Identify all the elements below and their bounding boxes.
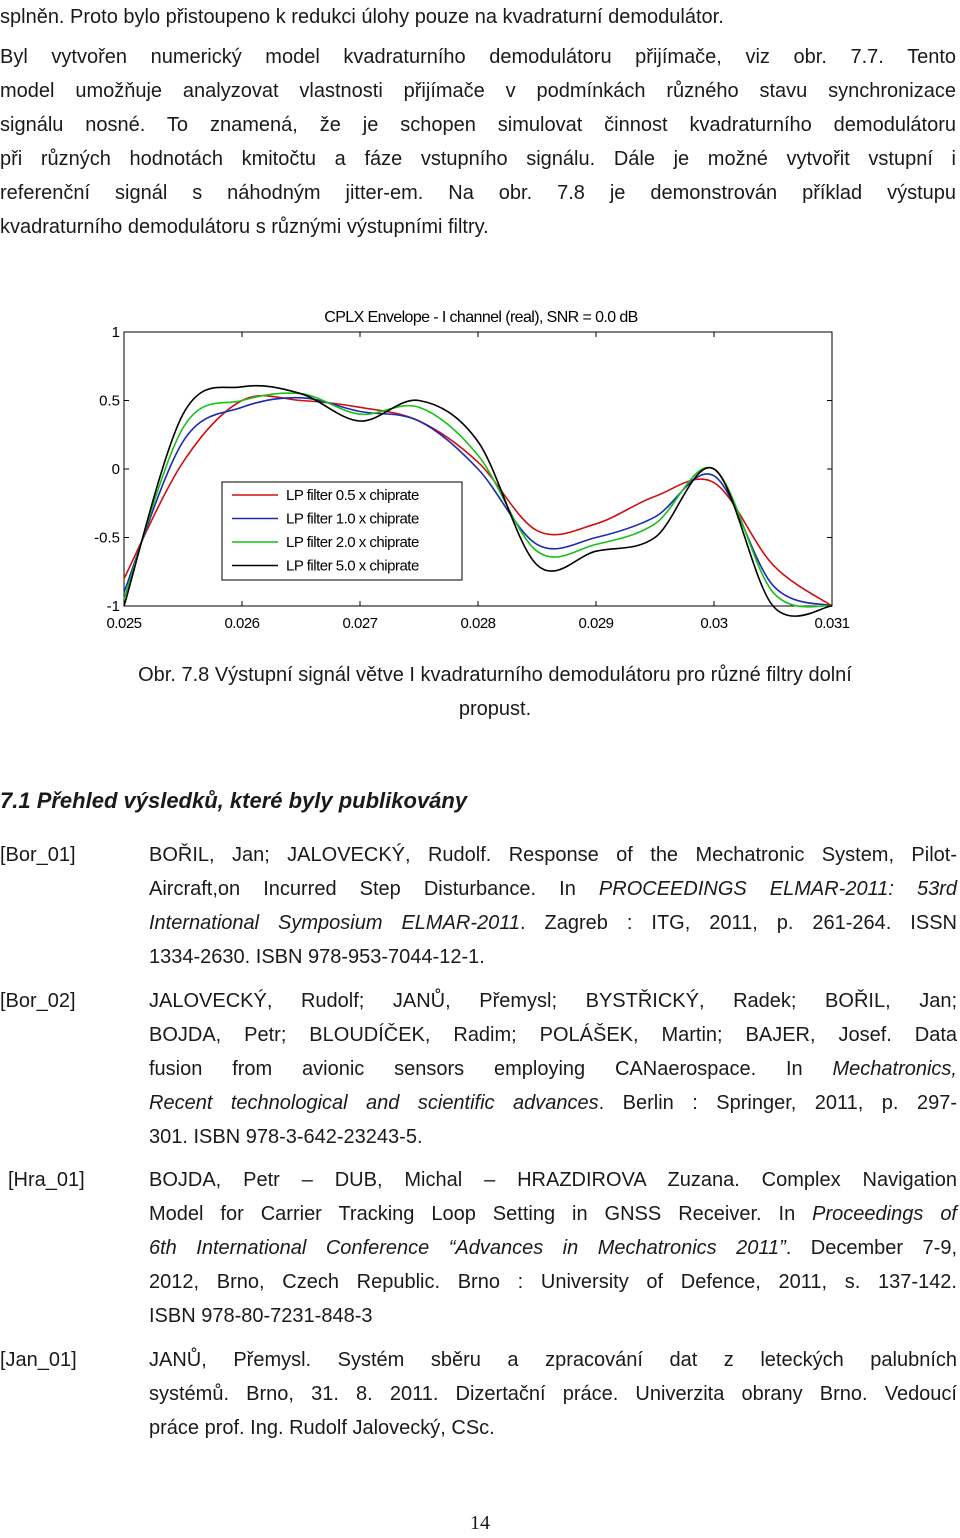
text-line: při různých hodnotách kmitočtu a fáze vstupního signálu. Dále je možné vytvořit vstupní i (0, 148, 956, 170)
figure-caption (80, 658, 910, 726)
y-tick-label: -1 (106, 598, 120, 615)
x-tick-label: 0.028 (460, 615, 496, 632)
text-line: signálu nosné. To znamená, že je schopen simulovat činnost kvadraturního demodulátoru (0, 114, 956, 136)
chart-svg (94, 296, 864, 640)
text-line: 2012, Brno, Czech Republic. Brno : University of Defence, 2011, s. 137-142. (149, 1271, 957, 1293)
reference-key: [Bor_01] (0, 844, 76, 866)
text-line: splněn. Proto bylo přistoupeno k redukci úlohy pouze na kvadraturní demodulátor. (0, 6, 724, 28)
reference-entry (0, 984, 960, 1154)
text-line: BOŘIL, Jan; JALOVECKÝ, Rudolf. Response of the Mechatronic System, Pilot- (149, 844, 957, 866)
reference-entry (0, 838, 960, 974)
text-line: BOJDA, Petr – DUB, Michal – HRAZDIROVA Zuzana. Complex Navigation (149, 1169, 957, 1191)
caption-line: Obr. 7.8 Výstupní signál větve I kvadraturního demodulátoru pro různé filtry dolní (138, 664, 852, 686)
text-line: ISBN 978-80-7231-848-3 (149, 1305, 373, 1327)
reference-entry (0, 1343, 960, 1447)
y-tick-label: -0.5 (94, 529, 120, 547)
legend-label: LP filter 0.5 x chiprate (286, 487, 419, 504)
text-italic: PROCEEDINGS ELMAR-2011: 53rd (598, 878, 957, 900)
text-italic: Recent technological and scientific advances (149, 1092, 599, 1114)
text-line (149, 1052, 957, 1086)
text-line: 1334-2630. ISBN 978-953-7044-12-1. (149, 946, 485, 968)
reference-text (149, 984, 957, 1154)
legend-label: LP filter 5.0 x chiprate (286, 557, 419, 575)
x-tick-label: 0.025 (106, 615, 142, 632)
text-line: Byl vytvořen numerický model kvadraturního demodulátoru přijímače, viz obr. 7.7. Tento (0, 46, 956, 68)
text-span: . Berlin : Springer, 2011, p. 297- (598, 1092, 957, 1114)
text-line (149, 872, 957, 906)
text-line (149, 1086, 957, 1120)
y-tick-label: 0 (111, 461, 120, 478)
text-line: JALOVECKÝ, Rudolf; JANŮ, Přemysl; BYSTŘICKÝ, Radek; BOŘIL, Jan; (149, 990, 957, 1012)
reference-key: [Hra_01] (8, 1169, 85, 1191)
text-line: systémů. Brno, 31. 8. 2011. Dizertační práce. Univerzita obrany Brno. Vedoucí (149, 1383, 957, 1405)
text-line: kvadraturního demodulátoru s různými výstupními filtry. (0, 216, 489, 238)
x-tick-label: 0.027 (342, 615, 378, 632)
text-span: . Zagreb : ITG, 2011, p. 261-264. ISSN (520, 912, 957, 934)
figure-chart (94, 296, 864, 640)
y-tick-label: 0.5 (99, 392, 120, 410)
text-span: Model for Carrier Tracking Loop Setting in GNSS Receiver. In (149, 1203, 813, 1225)
text-line: referenční signál s náhodným jitter-em. Na obr. 7.8 je demonstrován příklad výstupu (0, 182, 956, 204)
text-italic: 6th International Conference “Advances in Mechatronics 2011” (149, 1237, 786, 1259)
reference-text (149, 838, 957, 974)
text-line (149, 1231, 957, 1265)
x-tick-label: 0.03 (700, 615, 728, 632)
text-line: 301. ISBN 978-3-642-23243-5. (149, 1126, 423, 1148)
text-span: . December 7-9, (785, 1237, 958, 1259)
text-line: BOJDA, Petr; BLOUDÍČEK, Radim; POLÁŠEK, Martin; BAJER, Josef. Data (149, 1024, 957, 1046)
y-tick-label: 1 (111, 324, 120, 341)
legend-label: LP filter 1.0 x chiprate (286, 510, 419, 528)
x-tick-label: 0.029 (578, 615, 614, 632)
text-italic: Proceedings of (812, 1203, 957, 1225)
text-line (149, 1197, 957, 1231)
reference-key: [Jan_01] (0, 1349, 77, 1371)
intro-line-0 (0, 0, 956, 34)
text-line (149, 906, 957, 940)
text-span: fusion from avionic sensors employing CANaerospace. In (149, 1058, 833, 1080)
text-italic: Mechatronics, (832, 1058, 957, 1080)
text-span: Aircraft,on Incurred Step Disturbance. In (149, 878, 599, 900)
caption-line: propust. (458, 698, 532, 720)
reference-key: [Bor_02] (0, 990, 76, 1012)
text-line: JANŮ, Přemysl. Systém sběru a zpracování dat z leteckých palubních (149, 1349, 957, 1371)
reference-text (149, 1163, 957, 1333)
text-line: model umožňuje analyzovat vlastnosti přijímače v podmínkách různého stavu synchronizace (0, 80, 956, 102)
x-tick-label: 0.031 (814, 615, 850, 632)
text-line: práce prof. Ing. Rudolf Jalovecký, CSc. (149, 1417, 495, 1439)
section-title: 7.1 Přehled výsledků, které byly publikovány (0, 788, 468, 813)
reference-entry (0, 1163, 960, 1333)
intro-paragraph (0, 40, 956, 244)
reference-text (149, 1343, 957, 1445)
chart-title: CPLX Envelope - I channel (real), SNR = 0.0 dB (324, 309, 638, 326)
legend-label: LP filter 2.0 x chiprate (286, 534, 419, 551)
text-italic: International Symposium ELMAR-2011 (149, 912, 521, 934)
page-number: 14 (470, 1512, 490, 1534)
x-tick-label: 0.026 (224, 615, 260, 632)
